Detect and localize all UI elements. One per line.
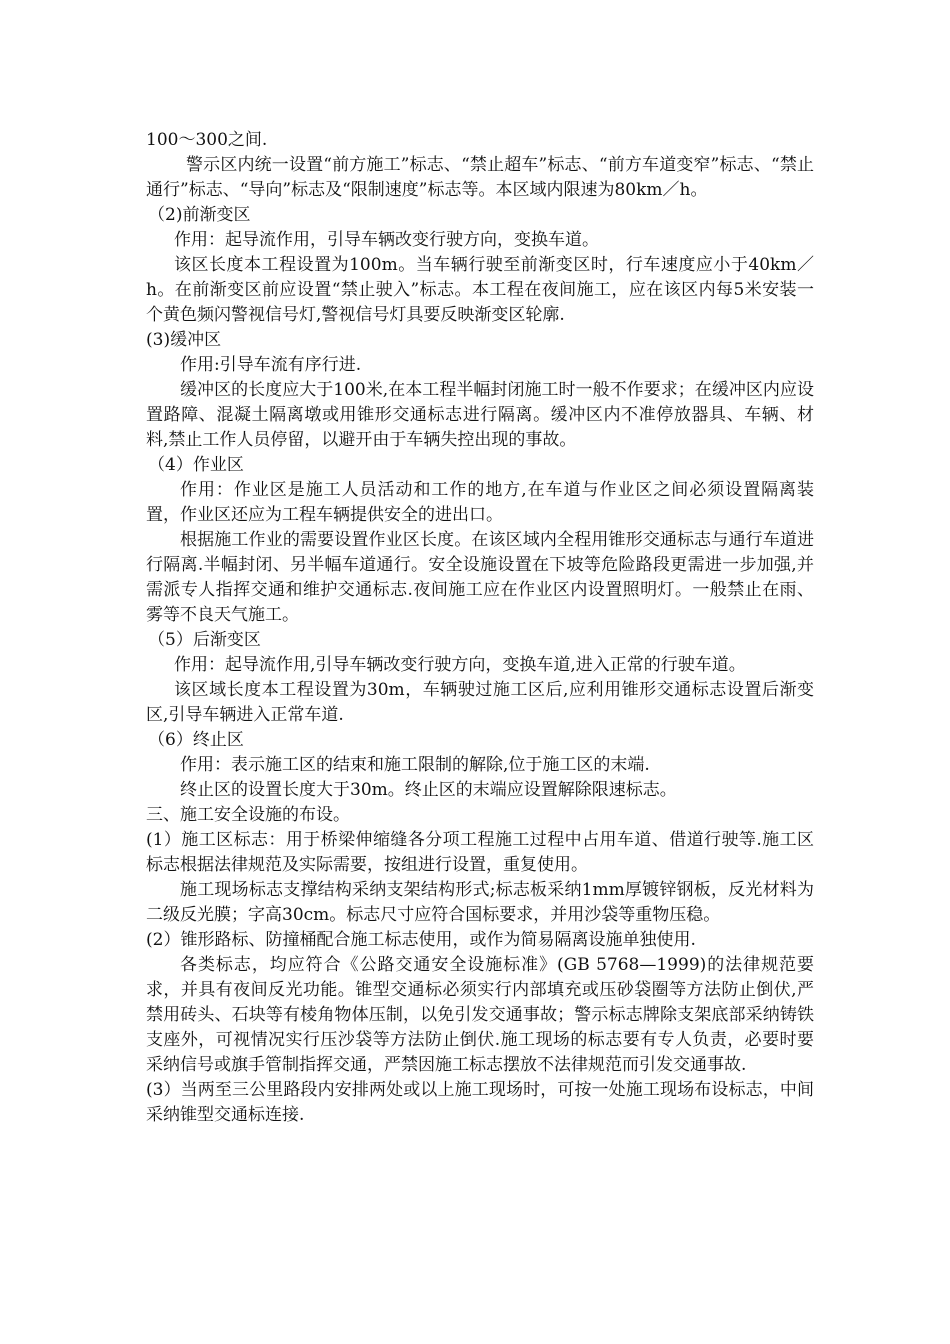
section-heading: （5）后渐变区	[148, 630, 261, 650]
section-heading: 三、施工安全设施的布设。	[146, 805, 350, 825]
paragraph: 缓冲区的长度应大于100米,在本工程半幅封闭施工时一般不作要求；在缓冲区内应设置路障、混凝土隔离墩或用锥形交通标志进行隔离。缓冲区内不准停放器具、车辆、材料,禁止工作人员停留，以避开由于车辆失控出现的事故。	[146, 380, 814, 450]
paragraph: 各类标志，均应符合《公路交通安全设施标准》(GB 5768—1999)的法律规范要求，并具有夜间反光功能。锥型交通标必须实行内部填充或压砂袋圈等方法防止倒伏,严禁用砖头、石块等有棱角物体压制，以免引发交通事故；警示标志牌除支架底部采纳铸铁支座外，可视情况实行压沙袋等方法防止倒伏.施工现场的标志要有专人负责，必要时要采纳信号或旗手管制指挥交通，严禁因施工标志摆放不法律规范而引发交通事故.	[146, 955, 814, 1075]
paragraph: 作用:引导车流有序行进.	[180, 355, 362, 375]
paragraph: (2）锥形路标、防撞桶配合施工标志使用，或作为简易隔离设施单独使用.	[146, 930, 696, 950]
paragraph: 施工现场标志支撑结构采纳支架结构形式;标志板采纳1mm厚镀锌钢板，反光材料为二级反光膜；字高30cm。标志尺寸应符合国标要求，并用沙袋等重物压稳。	[146, 880, 814, 925]
paragraph: 作用：作业区是施工人员活动和工作的地方,在车道与作业区之间必须设置隔离装置，作业区还应为工程车辆提供安全的进出口。	[146, 480, 814, 525]
paragraph: (3）当两至三公里路段内安排两处或以上施工现场时，可按一处施工现场布设标志，中间采纳锥型交通标连接.	[146, 1080, 814, 1125]
section-heading: （2)前渐变区	[148, 205, 251, 225]
paragraph: 该区域长度本工程设置为30m，车辆驶过施工区后,应利用锥形交通标志设置后渐变区,引导车辆进入正常车道.	[146, 680, 814, 725]
section-heading: （4）作业区	[148, 455, 244, 475]
paragraph: 该区长度本工程设置为100m。当车辆行驶至前渐变区时，行车速度应小于40km／h。在前渐变区前应设置“禁止驶入”标志。本工程在夜间施工，应在该区内每5米安装一个黄色频闪警视信号灯,警视信号灯具要反映渐变区轮廓.	[146, 255, 814, 325]
paragraph: 作用：起导流作用，引导车辆改变行驶方向，变换车道。	[174, 230, 599, 250]
paragraph: 作用：表示施工区的结束和施工限制的解除,位于施工区的末端.	[180, 755, 650, 775]
paragraph: 100～300之间.	[146, 130, 268, 150]
paragraph: 根据施工作业的需要设置作业区长度。在该区域内全程用锥形交通标志与通行车道进行隔离.半幅封闭、另半幅车道通行。安全设施设置在下坡等危险路段更需进一步加强,并需派专人指挥交通和维护交通标志.夜间施工应在作业区内设置照明灯。一般禁止在雨、雾等不良天气施工。	[146, 530, 814, 625]
section-heading: （6）终止区	[148, 730, 244, 750]
paragraph: 作用：起导流作用,引导车辆改变行驶方向，变换车道,进入正常的行驶车道。	[174, 655, 746, 675]
section-heading: (3)缓冲区	[146, 330, 222, 350]
paragraph: (1）施工区标志：用于桥梁伸缩缝各分项工程施工过程中占用车道、借道行驶等.施工区标志根据法律规范及实际需要，按组进行设置，重复使用。	[146, 830, 814, 875]
document-body	[146, 128, 814, 1128]
paragraph: 警示区内统一设置“前方施工”标志、“禁止超车”标志、“前方车道变窄”标志、“禁止通行”标志、“导向”标志及“限制速度”标志等。本区域内限速为80km／h。	[146, 155, 814, 200]
paragraph: 终止区的设置长度大于30m。终止区的末端应设置解除限速标志。	[180, 780, 677, 800]
